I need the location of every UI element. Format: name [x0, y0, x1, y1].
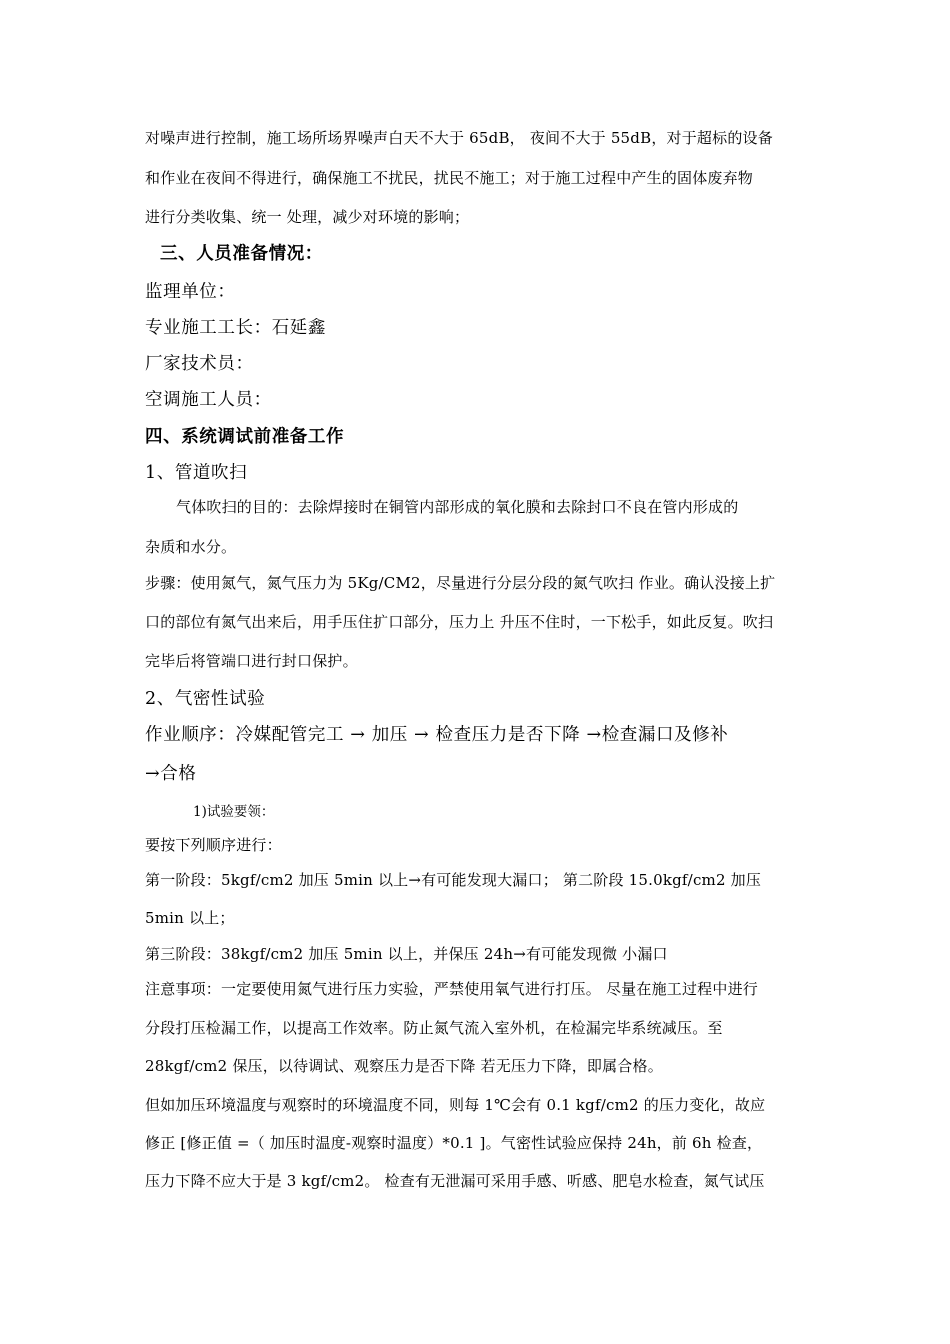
paragraph-line: 对噪声进行控制，施工场所场界噪声白天不大于 65dB， 夜间不大于 55dB，对于超标的设备: [145, 129, 773, 147]
paragraph-line: 要按下列顺序进行：: [145, 836, 282, 854]
paragraph-line: 杂质和水分。: [145, 538, 237, 556]
list-heading: 1)试验要领：: [193, 804, 275, 820]
field-line: 厂家技术员：: [145, 354, 254, 374]
paragraph-line: 第三阶段：38kgf/cm2 加压 5min 以上，并保压 24h→有可能发现微 小漏口: [145, 945, 668, 963]
paragraph-line: 气体吹扫的目的：去除焊接时在铜管内部形成的氧化膜和去除封口不良在管内形成的: [176, 498, 739, 516]
paragraph-line: 5min 以上；: [145, 909, 235, 927]
paragraph-line: 分段打压检漏工作，以提高工作效率。防止氮气流入室外机，在检漏完毕系统减压。至: [145, 1019, 723, 1037]
paragraph-line: 完毕后将管端口进行封口保护。: [145, 652, 358, 670]
field-line: 空调施工人员：: [145, 390, 272, 410]
paragraph-line: 压力下降不应大于是 3 kgf/cm2。 检查有无泄漏可采用手感、听感、肥皂水检查，氮气试压: [145, 1172, 765, 1190]
paragraph-line: 28kgf/cm2 保压，以待调试、观察压力是否下降 若无压力下降，即属合格。: [145, 1057, 663, 1075]
paragraph-line: 修正 [修正值 =（ 加压时温度-观察时温度）*0.1 ]。气密性试验应保持 24h，前 6h 检查，: [145, 1134, 763, 1152]
field-line: 监理单位：: [145, 282, 236, 302]
paragraph-line: 第一阶段：5kgf/cm2 加压 5min 以上→有可能发现大漏口； 第二阶段 15.0kgf/cm2 加压: [145, 871, 762, 889]
section-heading: 三、人员准备情况：: [160, 244, 323, 264]
paragraph-line: 和作业在夜间不得进行，确保施工不扰民，扰民不施工；对于施工过程中产生的固体废弃物: [145, 169, 754, 187]
section-heading: 四、系统调试前准备工作: [145, 427, 345, 447]
subsection-heading: 1、管道吹扫: [145, 463, 248, 483]
paragraph-line: 进行分类收集、统一 处理，减少对环境的影响；: [145, 208, 470, 226]
paragraph-line: 但如加压环境温度与观察时的环境温度不同，则每 1℃会有 0.1 kgf/cm2 的压力变化，故应: [145, 1096, 766, 1114]
paragraph-line: 注意事项：一定要使用氮气进行压力实验，严禁使用氧气进行打压。 尽量在施工过程中进行: [145, 980, 758, 998]
procedure-line: 作业顺序：冷媒配管完工 → 加压 → 检查压力是否下降 →检查漏口及修补: [145, 725, 729, 745]
paragraph-line: 步骤：使用氮气，氮气压力为 5Kg/CM2，尽量进行分层分段的氮气吹扫 作业。确认没接上扩: [145, 574, 776, 592]
paragraph-line: 口的部位有氮气出来后，用手压住扩口部分，压力上 升压不住时，一下松手，如此反复。吹扫: [145, 613, 774, 631]
field-line: 专业施工工长：石延鑫: [145, 318, 326, 338]
procedure-line: →合格: [145, 764, 197, 784]
subsection-heading: 2、气密性试验: [145, 689, 266, 709]
